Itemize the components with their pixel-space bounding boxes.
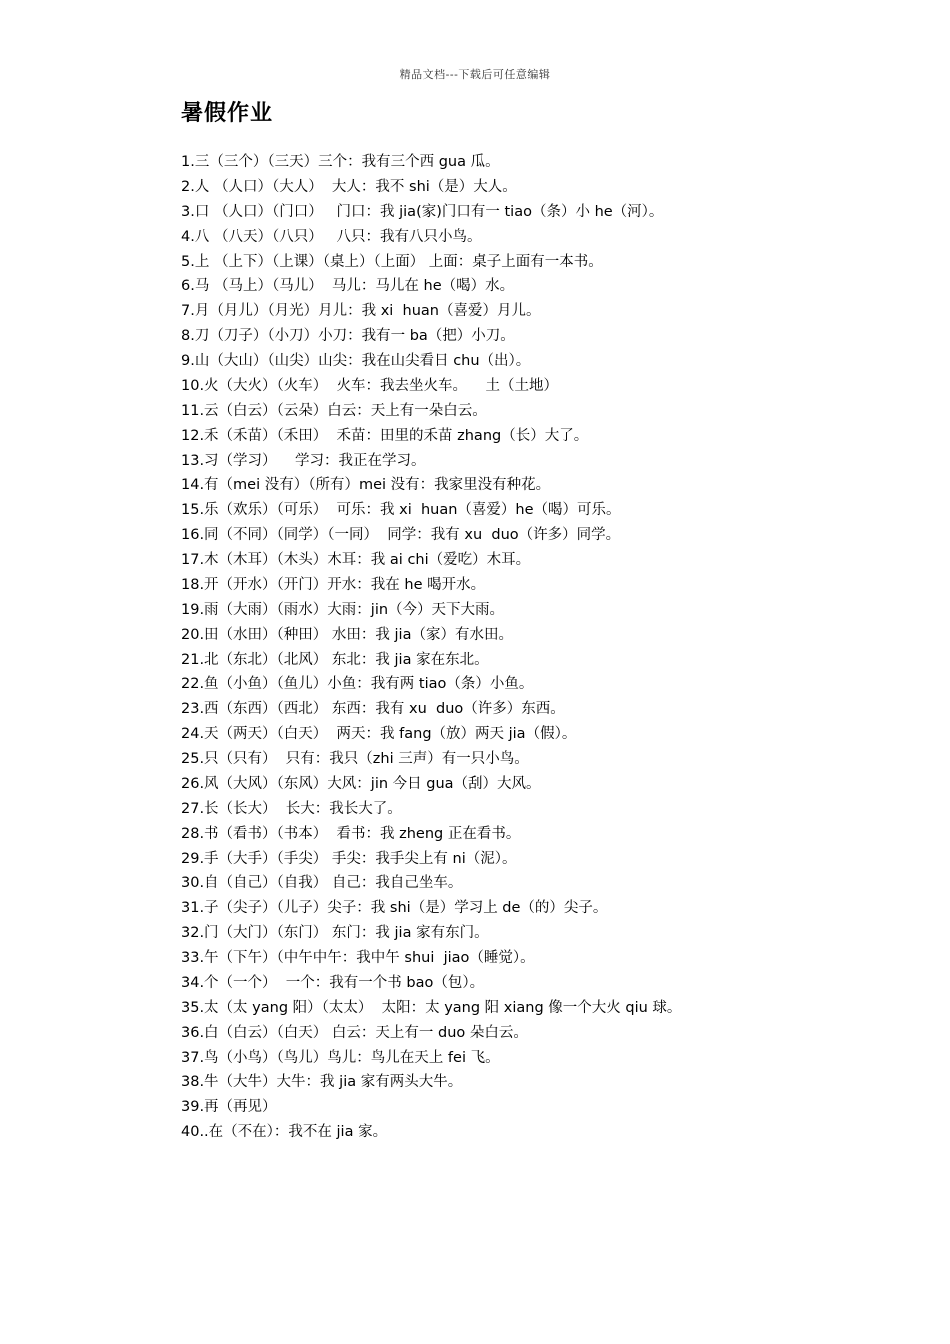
header-note: 精品文档---下载后可任意编辑 [399, 68, 551, 81]
vocabulary-entry: 26.风（大风）（东风）大风：jin 今日 gua（刮）大风。 [181, 775, 541, 792]
vocabulary-entry: 22.鱼（小鱼）（鱼儿）小鱼：我有两 tiao（条）小鱼。 [181, 676, 534, 693]
vocabulary-entry: 23.西（东西）（西北） 东西：我有 xu duo（许多）东西。 [181, 701, 565, 718]
vocabulary-entry: 3.口 （人口）（门口） 门口：我 jia(家)门口有一 tiao（条）小 he（河）。 [181, 203, 664, 220]
vocabulary-entry: 39.再（再见） [181, 1099, 277, 1116]
vocabulary-entry: 16.同（不同）（同学）（一同） 同学：我有 xu duo（许多）同学。 [181, 527, 621, 544]
vocabulary-entry: 25.只（只有） 只有：我只（zhi 三声）有一只小鸟。 [181, 751, 529, 767]
vocabulary-entry: 20.田（水田）（种田） 水田：我 jia（家）有水田。 [181, 626, 513, 643]
vocabulary-entry: 10.火（大火）（火车） 火车：我去坐火车。 土（土地） [181, 377, 558, 394]
vocabulary-entry: 34.个（一个） 一个：我有一个书 bao（包）。 [181, 974, 485, 991]
vocabulary-entry: 14.有（mei 没有）（所有）mei 没有：我家里没有种花。 [181, 477, 551, 494]
vocabulary-entry: 1.三（三个）（三天）三个：我有三个西 gua 瓜。 [181, 154, 500, 170]
vocabulary-entry: 36.白（白云）（白天） 白云：天上有一 duo 朵白云。 [181, 1024, 528, 1041]
document-title: 暑假作业 [181, 101, 274, 126]
vocabulary-entry: 27.长（长大） 长大：我长大了。 [181, 800, 402, 817]
vocabulary-entry: 40..在（不在）：我不在 jia 家。 [181, 1124, 388, 1141]
vocabulary-entry: 33.午（下午）（中午中午：我中午 shui jiao（睡觉）。 [181, 950, 535, 966]
vocabulary-entry: 13.习（学习） 学习：我正在学习。 [181, 452, 426, 469]
vocabulary-entry: 24.天（两天）（白天） 两天：我 fang（放）两天 jia（假）。 [181, 726, 577, 743]
vocabulary-entry: 2.人 （人口）（大人） 大人：我不 shi（是）大人。 [181, 178, 517, 195]
vocabulary-entry: 29.手（大手）（手尖） 手尖：我手尖上有 ni（泥）。 [181, 850, 517, 867]
vocabulary-entry: 9.山（大山）（山尖）山尖：我在山尖看日 chu（出）。 [181, 353, 531, 369]
vocabulary-entry: 18.开（开水）（开门）开水：我在 he 喝开水。 [181, 576, 486, 593]
vocabulary-entry: 37.鸟（小鸟）（鸟儿）鸟儿：鸟儿在天上 fei 飞。 [181, 1049, 500, 1066]
vocabulary-entry: 38.牛（大牛）大牛：我 jia 家有两头大牛。 [181, 1074, 463, 1091]
vocabulary-entry: 35.太（太 yang 阳）（太太） 太阳：太 yang 阳 xiang 像一个大火 qiu 球。 [181, 999, 682, 1016]
vocabulary-entry: 4.八 （八天）（八只） 八只：我有八只小鸟。 [181, 228, 482, 245]
vocabulary-entry: 28.书（看书）（书本） 看书：我 zheng 正在看书。 [181, 825, 521, 842]
vocabulary-entry: 5.上 （上下）（上课）（桌上）（上面） 上面：桌子上面有一本书。 [181, 253, 603, 270]
vocabulary-entry: 30.自（自己）（自我） 自己：我自己坐车。 [181, 875, 463, 892]
vocabulary-entry: 11.云（白云）（云朵）白云：天上有一朵白云。 [181, 402, 487, 419]
vocabulary-entry: 7.月（月儿）（月光）月儿：我 xi huan（喜爱）月儿。 [181, 303, 541, 320]
vocabulary-entry: 17.木（木耳）（木头）木耳：我 ai chi（爱吃）木耳。 [181, 552, 531, 568]
vocabulary-entry: 32.门（大门）（东门） 东门：我 jia 家有东门。 [181, 925, 489, 942]
vocabulary-entry: 21.北（东北）（北风） 东北：我 jia 家在东北。 [181, 651, 489, 668]
vocabulary-entry: 6.马 （马上）（马儿） 马儿：马儿在 he（喝）水。 [181, 278, 515, 295]
vocabulary-entry: 12.禾（禾苗）（禾田） 禾苗：田里的禾苗 zhang（长）大了。 [181, 427, 589, 444]
vocabulary-entry: 31.子（尖子）（儿子）尖子：我 shi（是）学习上 de（的）尖子。 [181, 900, 608, 917]
vocabulary-entry: 15.乐（欢乐）（可乐） 可乐：我 xi huan（喜爱）he（喝）可乐。 [181, 502, 621, 519]
vocabulary-entry: 19.雨（大雨）（雨水）大雨：jin（今）天下大雨。 [181, 601, 505, 618]
vocabulary-entry: 8.刀（刀子）（小刀）小刀：我有一 ba（把）小刀。 [181, 328, 515, 345]
vocabulary-list [181, 150, 881, 1145]
